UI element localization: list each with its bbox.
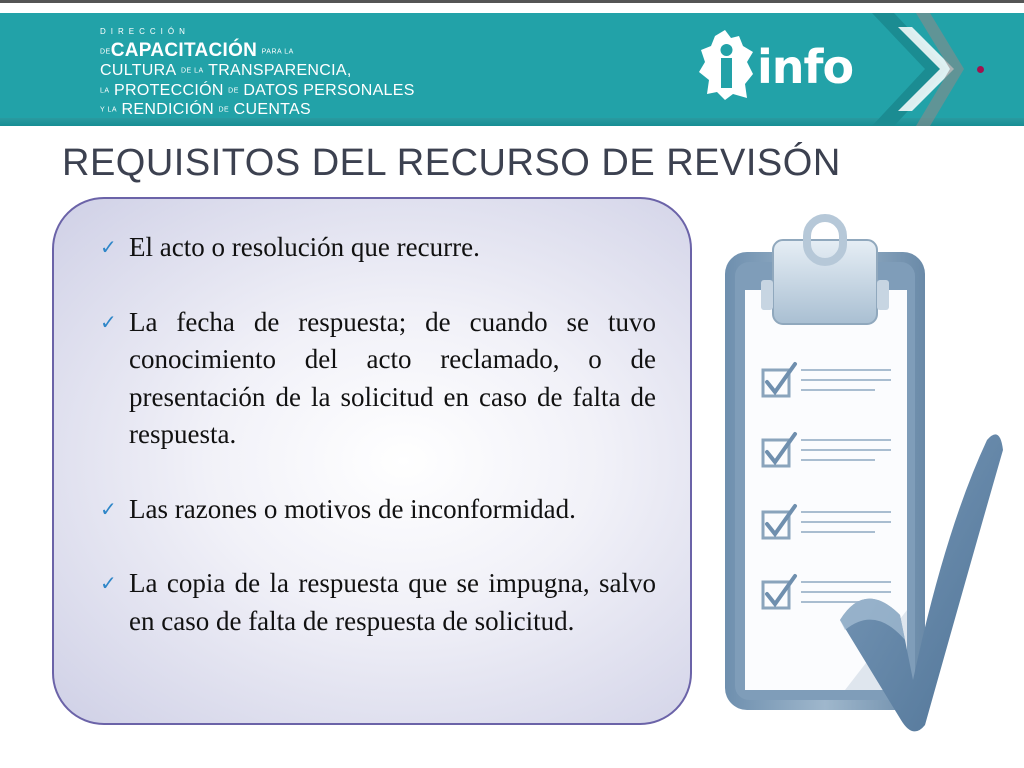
checkmark-icon: ✓	[100, 571, 117, 595]
list-item	[100, 304, 656, 454]
list-item	[100, 229, 656, 267]
chevron-decoration-icon	[872, 13, 982, 126]
header-line-5: Y LA RENDICIÓN DE CUENTAS	[100, 100, 312, 118]
list-item	[100, 491, 656, 529]
list-item	[100, 565, 656, 640]
requirement-text: La copia de la respuesta que se impugna, salvo en caso de falta de respuesta de solicitud.	[129, 568, 656, 636]
clipboard-checklist-icon	[715, 210, 1010, 740]
header-line-4: LA PROTECCIÓN DE DATOS PERSONALES	[100, 81, 415, 99]
page-title: REQUISITOS DEL RECURSO DE REVISÓN	[62, 142, 841, 184]
requirement-text: Las razones o motivos de inconformidad.	[129, 493, 576, 524]
info-logo	[695, 28, 865, 108]
checkmark-icon: ✓	[100, 496, 117, 521]
header-banner-shade	[0, 118, 1024, 126]
requirement-text: La fecha de respuesta; de cuando se tuvo conocimiento del acto reclamado, o de presentación de la solicitud en caso de falta de respuesta.	[129, 306, 656, 449]
logo-text: info	[757, 40, 854, 94]
requirement-text: El acto o resolución que recurre.	[129, 232, 480, 262]
info-logo-icon	[695, 28, 759, 102]
header-org-name	[100, 22, 415, 119]
accent-dot	[977, 66, 984, 73]
checkmark-icon: ✓	[100, 235, 117, 259]
header-line-2: DECAPACITACIÓN PARA LA	[100, 40, 294, 61]
top-rule	[0, 0, 1024, 3]
requirements-list	[100, 229, 656, 677]
checkmark-icon: ✓	[100, 309, 117, 334]
header-line-1: DIRECCIÓN	[100, 27, 190, 36]
header-line-3: CULTURA DE LA TRANSPARENCIA,	[100, 62, 352, 80]
